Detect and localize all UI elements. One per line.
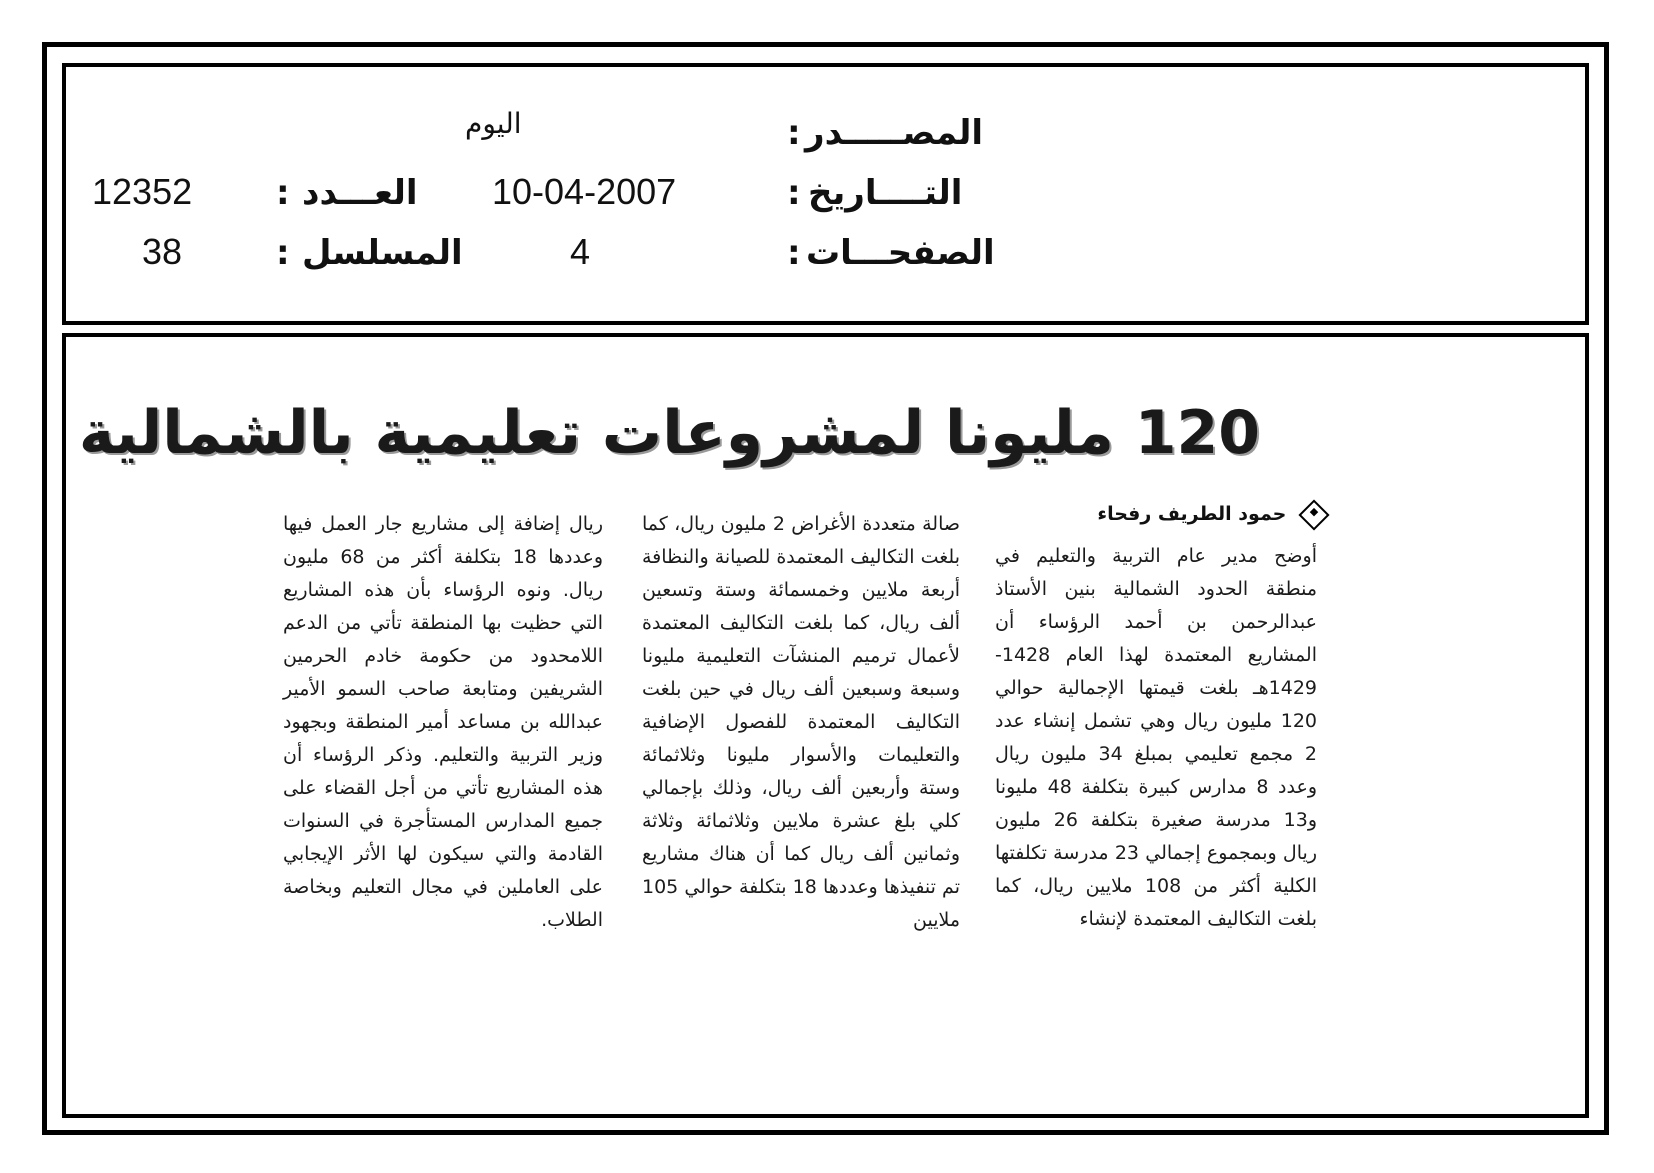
issue-value: 12352	[92, 171, 193, 212]
date-label: التــــاريخ	[808, 173, 963, 213]
column-left-text: ريال إضافة إلى مشاريع جار العمل فيها وعددها 18 بتكلفة أكثر من 68 مليون ريال. ونوه الرؤساء بأن هذه المشاريع التي حظيت بها المنطقة تأتي من الدعم اللامحدود من حكومة خادم الحرمين الشريفين ومتابعة صاحب السمو الأمير عبدالله بن مساعد أمير المنطقة وبجهود وزير التربية والتعليم. وذكر الرؤساء أن هذه المشاريع تأتي من أجل القضاء على جميع المدارس المستأجرة في السنوات القادمة والتي سيكون لها الأثر الإيجابي على العاملين في مجال التعليم وبخاصة الطلاب.	[283, 513, 603, 931]
issue-colon: :	[276, 173, 290, 213]
pages-label: الصفحـــات	[806, 233, 995, 273]
source-label: المصـــــدر	[805, 113, 984, 153]
article-byline	[1035, 503, 1325, 526]
article-column-left	[283, 508, 603, 937]
date-value: 10-04-2007	[492, 171, 677, 212]
date-colon: :	[787, 173, 801, 213]
pages-colon: :	[787, 233, 801, 273]
column-middle-text: صالة متعددة الأغراض 2 مليون ريال، كما بلغت التكاليف المعتمدة للصيانة والنظافة أربعة ملايين وخمسمائة وستة وتسعين ألف ريال، كما بلغت التكاليف المعتمدة لأعمال ترميم المنشآت التعليمية مليونا وسبعة وسبعين ألف ريال في حين بلغت التكاليف المعتمدة للفصول الإضافية والتعليمات والأسوار مليونا وثلاثمائة وستة وأربعين ألف ريال، وذلك بإجمالي كلي بلغ عشرة ملايين وثلاثمائة وثلاثة وثمانين ألف ريال كما أن هناك مشاريع تم تنفيذها وعددها 18 بتكلفة حوالي 105 ملايين	[642, 513, 960, 931]
pages-value: 4	[570, 231, 591, 272]
serial-colon: :	[276, 233, 290, 273]
serial-value: 38	[142, 231, 183, 272]
column-right-text: أوضح مدير عام التربية والتعليم في منطقة الحدود الشمالية بنين الأستاذ عبدالرحمن بن أحمد الرؤساء أن المشاريع المعتمدة لهذا العام 1428-1429هـ بلغت قيمتها الإجمالية حوالي 120 مليون ريال وهي تشمل إنشاء عدد 2 مجمع تعليمي بمبلغ 34 مليون ريال وعدد 8 مدارس كبيرة بتكلفة 48 مليونا و13 مدرسة صغيرة بتكلفة 26 مليون ريال وبمجموع إجمالي 23 مدرسة تكلفتها الكلية أكثر من 108 ملايين ريال، كما بلغت التكاليف المعتمدة لإنشاء	[995, 545, 1318, 930]
serial-label: المسلسل	[302, 233, 463, 273]
issue-label: العـــدد	[302, 173, 418, 213]
source-value: اليوم	[465, 107, 522, 140]
article-headline: 120 مليونا لمشروعات تعليمية بالشمالية	[78, 398, 1260, 468]
diamond-ornament-icon	[1298, 499, 1329, 530]
source-colon: :	[787, 113, 801, 153]
byline-text: حمود الطريف رفحاء	[1097, 503, 1287, 525]
article-column-middle	[642, 508, 960, 937]
article-column-right	[995, 540, 1317, 936]
